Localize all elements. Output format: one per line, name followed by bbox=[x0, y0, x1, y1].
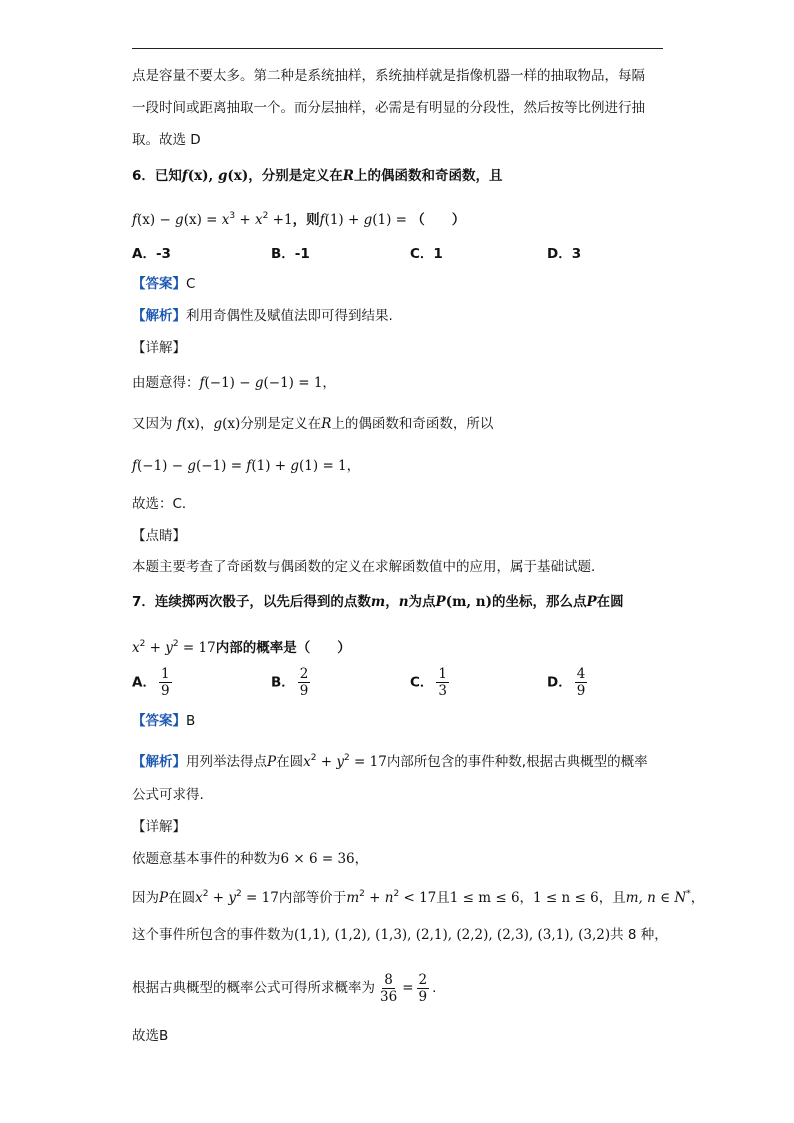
q7-option-c: C． $\frac{1}{3}$ bbox=[410, 666, 448, 699]
q6-detail-2: 又因为 f(x)，g(x)分别是定义在R上的偶函数和奇函数，所以 bbox=[132, 416, 494, 432]
q7-option-a: A． $\frac{1}{9}$ bbox=[132, 666, 170, 699]
q7-detail-3: 这个事件所包含的事件数为(1,1), (1,2), (1,3), (2,1), (2,2), (2,3), (3,1), (3,2)共 8 种， bbox=[132, 927, 668, 943]
header-rule bbox=[132, 48, 663, 49]
q6-option-c: C．1 bbox=[410, 246, 443, 262]
q7-analysis-2: 公式可求得. bbox=[132, 787, 204, 803]
q6-equation: $f(x) - g(x) = x^3 + x^2 +1$，则f(1) + g(1) = （ ） bbox=[132, 211, 466, 228]
cont-line-3: 取。故选 D bbox=[132, 132, 201, 148]
q7-detail-5: 故选B bbox=[132, 1028, 169, 1044]
cont-line-2: 一段时间或距离抽取一个。而分层抽样，必需是有明显的分段性，然后按等比例进行抽 bbox=[132, 100, 645, 116]
q7-option-d: D． $\frac{4}{9}$ bbox=[547, 666, 586, 699]
q6-option-d: D．3 bbox=[547, 246, 582, 262]
q6-detail-3: f(−1) − g(−1) = f(1) + g(1) = 1， bbox=[132, 458, 361, 474]
q6-detail-tag: 【详解】 bbox=[132, 340, 186, 356]
cont-line-1: 点是容量不要太多。第二种是系统抽样，系统抽样就是指像机器一样的抽取物品，每隔 bbox=[132, 68, 645, 84]
q6-answer: 【答案】C bbox=[132, 276, 196, 292]
q6-detail-1: 由题意得：f(−1) − g(−1) = 1， bbox=[132, 375, 336, 391]
q7-stem-2: $x^2 + y^2 = 17$内部的概率是（ ） bbox=[132, 639, 351, 656]
q6-option-a: A．-3 bbox=[132, 246, 171, 262]
q7-option-b: B． $\frac{2}{9}$ bbox=[271, 666, 309, 699]
q7-detail-1: 依题意基本事件的种数为6 × 6 = 36， bbox=[132, 851, 369, 867]
q7-analysis: 【解析】用列举法得点P在圆$x^2 + y^2 = 17$内部所包含的事件种数,根据古典概型的概率 bbox=[132, 753, 648, 770]
q7-detail-tag: 【详解】 bbox=[132, 819, 186, 835]
q6-note: 本题主要考查了奇函数与偶函数的定义在求解函数值中的应用，属于基础试题． bbox=[132, 559, 605, 575]
q7-answer: 【答案】B bbox=[132, 713, 196, 729]
q6-stem: 6．已知f(x), g(x)，分别是定义在R上的偶函数和奇函数，且 bbox=[132, 168, 503, 184]
q6-analysis: 【解析】利用奇偶性及赋值法即可得到结果. bbox=[132, 308, 393, 324]
q7-stem: 7．连续掷两次骰子，以先后得到的点数m，n为点P(m, n)的坐标，那么点P在圆 bbox=[132, 594, 624, 610]
q7-detail-2: 因为P在圆$x^2 + y^2 = 17$内部等价于$m^2 + n^2 < 17$且1 ≤ m ≤ 6，1 ≤ n ≤ 6，且m, n ∈ N*， bbox=[132, 889, 705, 906]
q6-option-b: B．-1 bbox=[271, 246, 310, 262]
q7-detail-4: 根据古典概型的概率公式可得所求概率为 $\frac{8}{36}$ = $\frac{2}{9}$ . bbox=[132, 971, 437, 1005]
q6-detail-4: 故选：C． bbox=[132, 496, 196, 512]
q6-note-tag: 【点睛】 bbox=[132, 528, 186, 544]
